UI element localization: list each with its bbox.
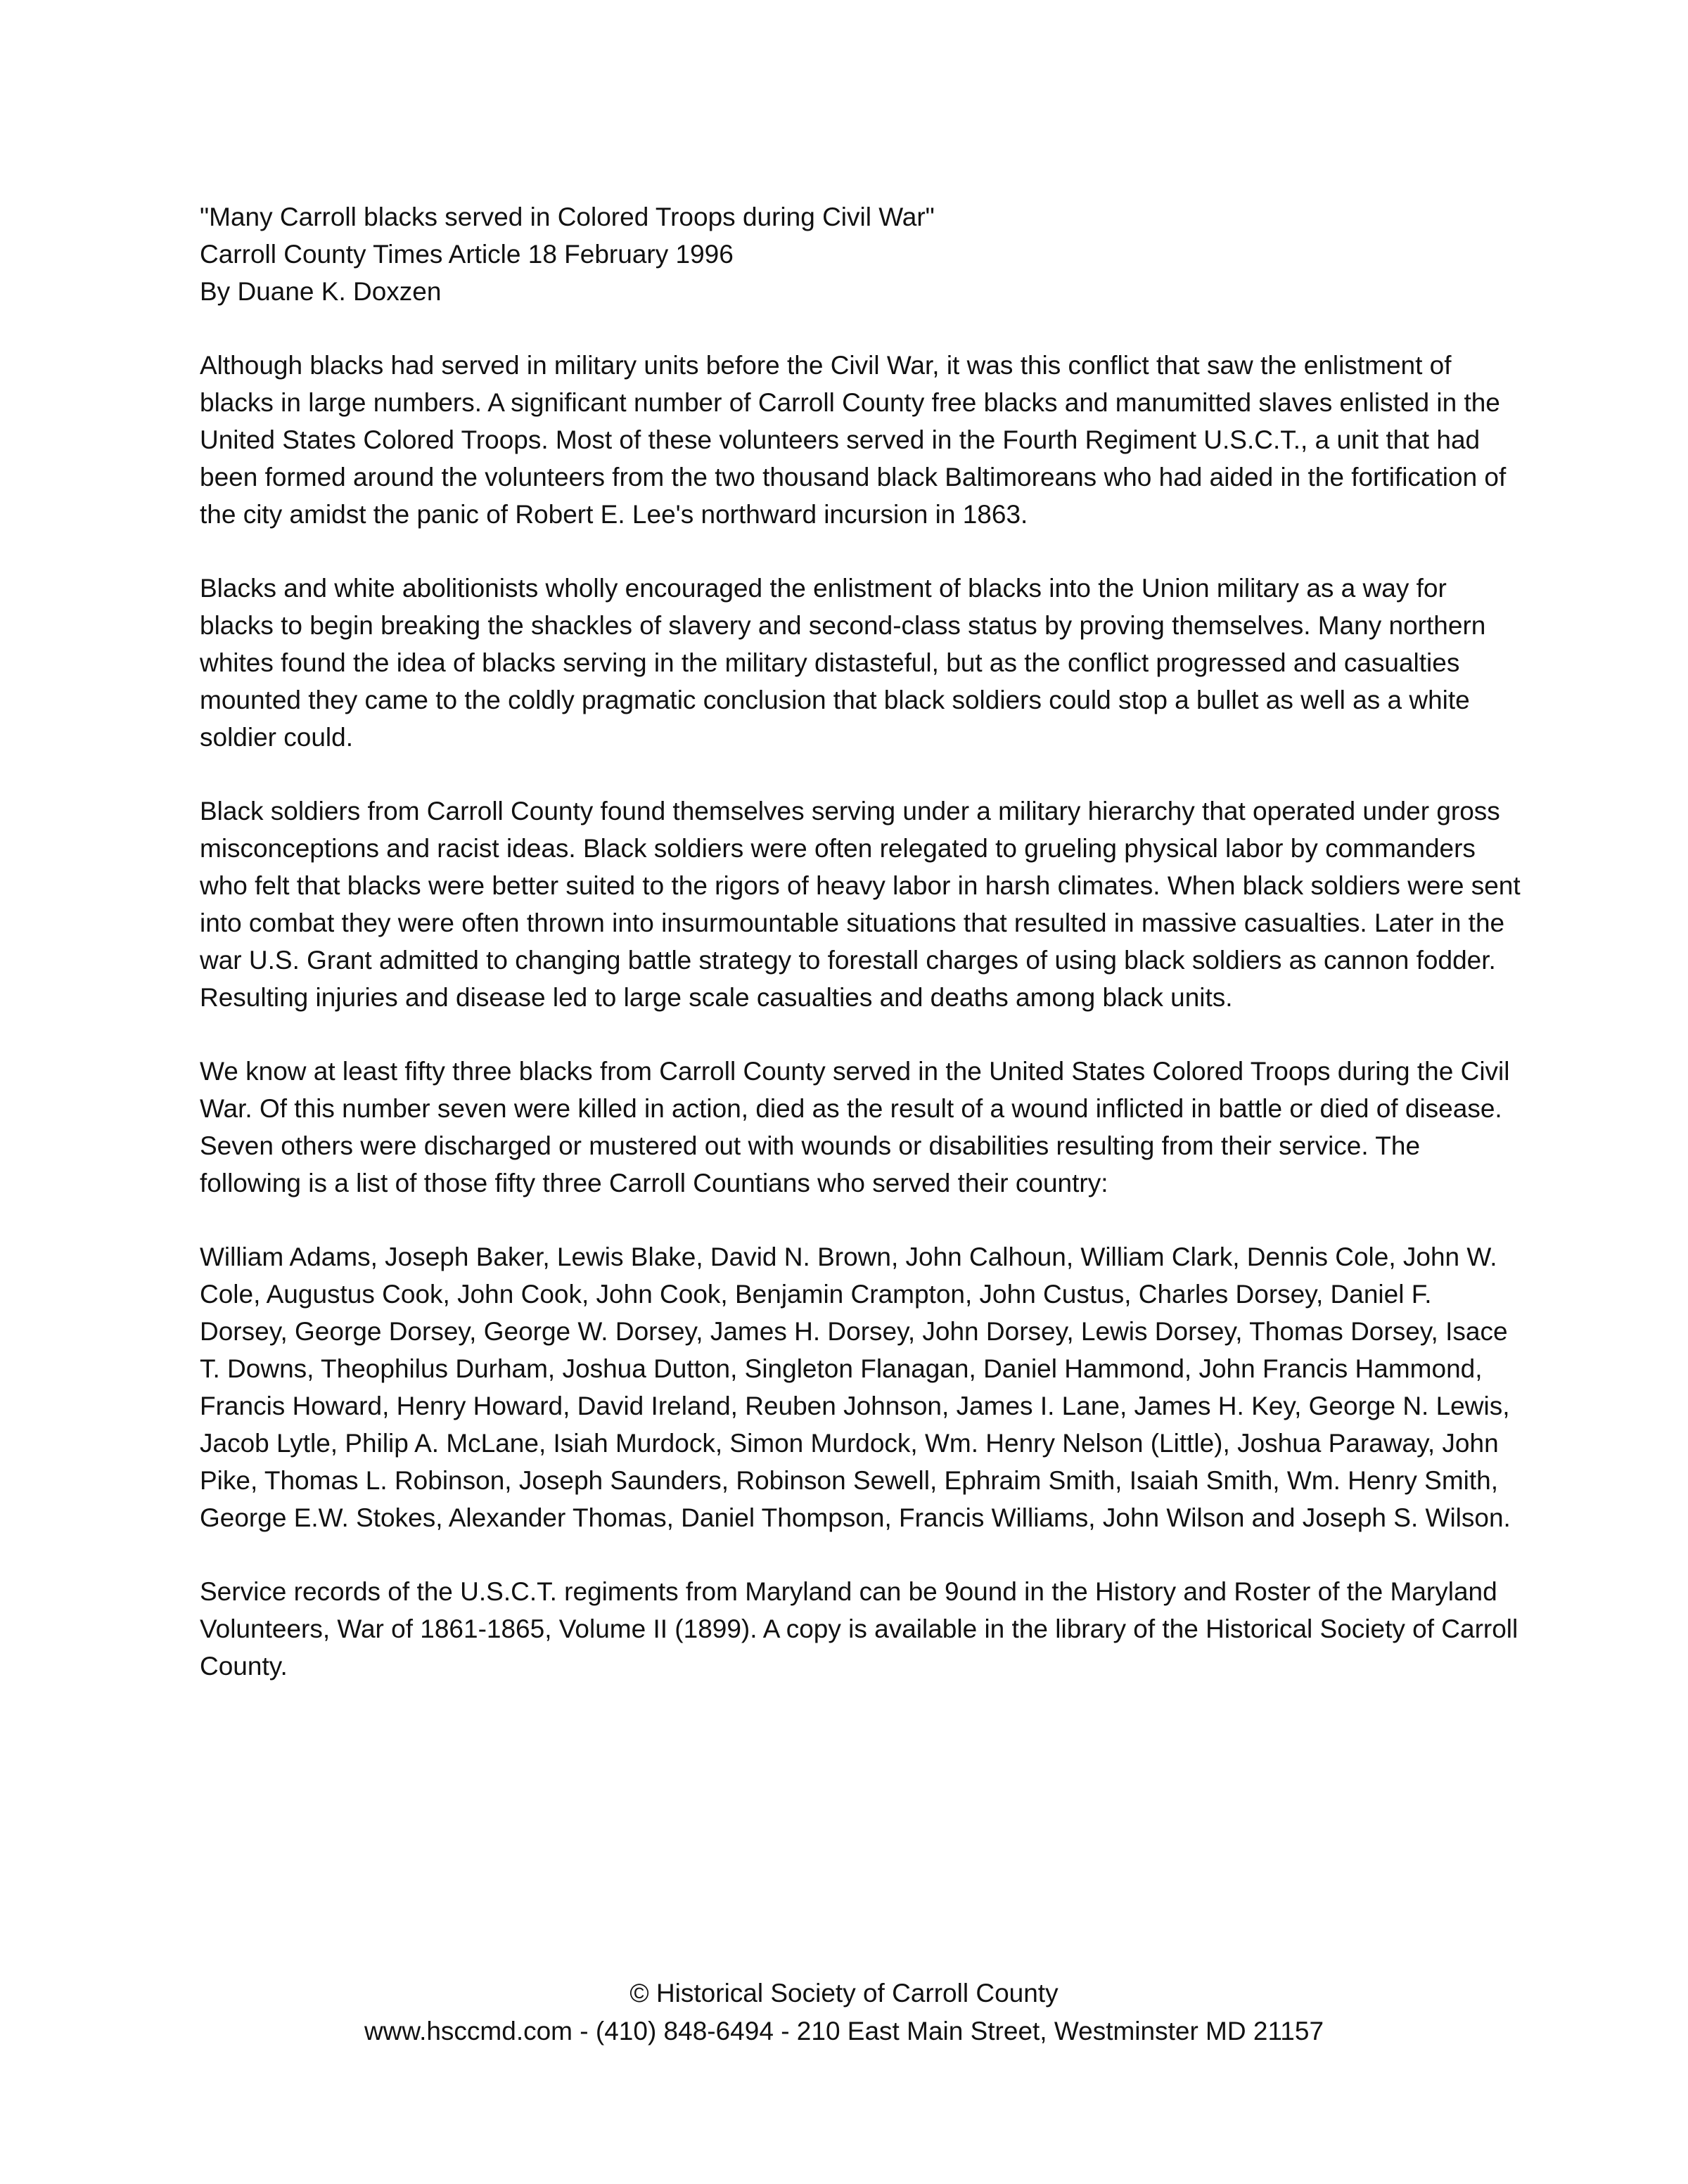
footer-copyright: © Historical Society of Carroll County xyxy=(629,1979,1059,2008)
paragraph-fifty-three: We know at least fifty three blacks from Carroll County served in the United States Colored Troops during the Civil War. Of this number seven were killed in action, died as the result of a wound inflicted in battle or died of disease. Seven others were discharged or mustered out with wounds or disabilities resulting from their service. The following is a list of those fifty three Carroll Countians who served their country: xyxy=(200,1057,1510,1197)
footer-contact: www.hsccmd.com - (410) 848-6494 - 210 East Main Street, Westminster MD 21157 xyxy=(364,2017,1324,2045)
paragraph-abolitionists: Blacks and white abolitionists wholly encouraged the enlistment of blacks into the Union military as a way for blacks to begin breaking the shackles of slavery and second-class status by proving themselves. Many northern whites found the idea of blacks serving in the military distasteful, but as the conflict progressed and casualties mounted they came to the coldly pragmatic conclusion that black soldiers could stop a bullet as well as a white soldier could. xyxy=(200,574,1486,752)
paragraph-military-hierarchy: Black soldiers from Carroll County found themselves serving under a military hierarchy that operated under gross misconceptions and racist ideas. Black soldiers were often relegated to grueling physical labor by commanders who felt that blacks were better suited to the rigors of heavy labor in harsh climates. When black soldiers were sent into combat they were often thrown into insurmountable situations that resulted in massive casualties. Later in the war U.S. Grant admitted to changing battle strategy to forestall charges of using black soldiers as cannon fodder. Resulting injuries and disease led to large scale casualties and deaths among black units. xyxy=(200,797,1521,1012)
article-title: "Many Carroll blacks served in Colored Troops during Civil War" xyxy=(200,203,935,231)
paragraph-intro: Although blacks had served in military units before the Civil War, it was this conflict that saw the enlistment of blacks in large numbers. A significant number of Carroll County free blacks and manumitted slaves enlisted in the United States Colored Troops. Most of these volunteers served in the Fourth Regiment U.S.C.T., a unit that had been formed around the volunteers from the two thousand black Baltimoreans who had aided in the fortification of the city amidst the panic of Robert E. Lee's northward incursion in 1863. xyxy=(200,351,1507,529)
article-source: Carroll County Times Article 18 February 1996 xyxy=(200,240,734,269)
paragraph-service-records: Service records of the U.S.C.T. regiments from Maryland can be 9ound in the History and Roster of the Maryland Volunteers, War of 1861-1865, Volume II (1899). A copy is available in the library of the Historical Society of Carroll County. xyxy=(200,1577,1518,1681)
article-header xyxy=(200,198,1522,310)
article-byline: By Duane K. Doxzen xyxy=(200,277,442,306)
article-body xyxy=(200,198,1522,1721)
paragraph-soldier-names: William Adams, Joseph Baker, Lewis Blake, David N. Brown, John Calhoun, William Clark, Dennis Cole, John W. Cole, Augustus Cook, John Cook, John Cook, Benjamin Crampton, John Custus, Charles Dorsey, Daniel F. Dorsey, George Dorsey, George W. Dorsey, James H. Dorsey, John Dorsey, Lewis Dorsey, Thomas Dorsey, Isace T. Downs, Theophilus Durham, Joshua Dutton, Singleton Flanagan, Daniel Hammond, John Francis Hammond, Francis Howard, Henry Howard, David Ireland, Reuben Johnson, James I. Lane, James H. Key, George N. Lewis, Jacob Lytle, Philip A. McLane, Isiah Murdock, Simon Murdock, Wm. Henry Nelson (Little), Joshua Paraway, John Pike, Thomas L. Robinson, Joseph Saunders, Robinson Sewell, Ephraim Smith, Isaiah Smith, Wm. Henry Smith, George E.W. Stokes, Alexander Thomas, Daniel Thompson, Francis Williams, John Wilson and Joseph S. Wilson. xyxy=(200,1242,1511,1532)
